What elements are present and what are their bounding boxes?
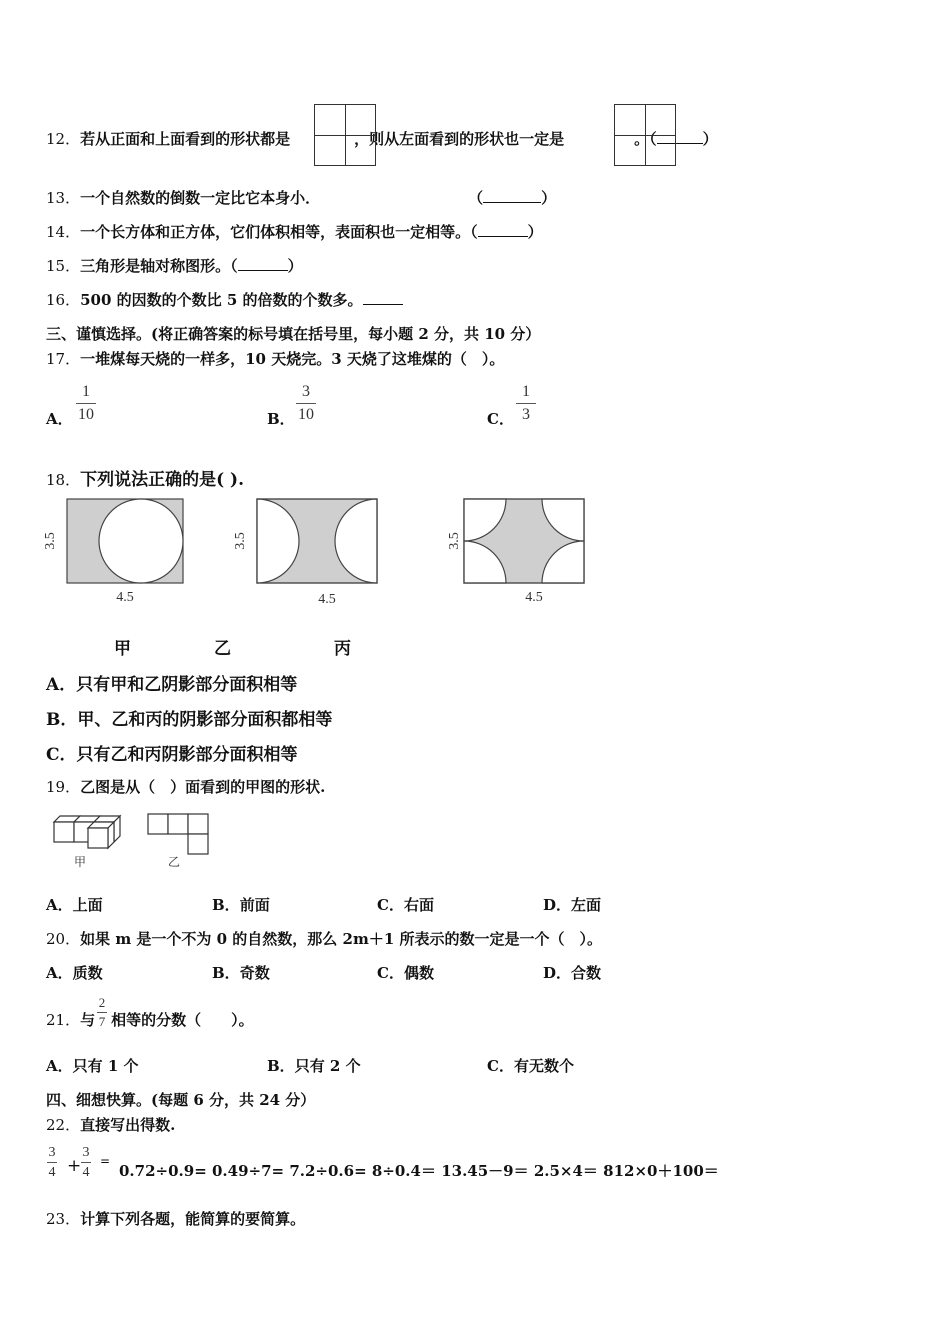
question-16: 16．500 的因数的个数比 5 的倍数的个数多。 [46,289,403,310]
figure-jia [43,499,183,605]
option-d[interactable]: D．合数 [543,964,602,982]
bottom-label: 4.5 [116,590,134,605]
cube-figures [46,808,226,878]
figure-jia-cubes [54,816,120,848]
option-c[interactable]: C．右面 [377,896,434,914]
side-label: 3.5 [43,532,58,550]
option-b[interactable]: B． [267,410,295,428]
section-3-title: 三、谨慎选择。(将正确答案的标号填在括号里，每小题 2 分，共 10 分） [46,325,541,343]
fraction: 3 10 [298,383,314,423]
answer-blank[interactable] [238,270,288,271]
figure-name-jia: 甲 [114,639,131,659]
question-text: ，则从左面看到的形状也一定是 [354,130,565,148]
shaded-area-figures [40,495,640,615]
figure-name-yi: 乙 [214,639,231,659]
question-23: 23．计算下列各题，能简算的要简算。 [46,1210,306,1228]
fraction: 2 7 [98,995,106,1029]
question-20: 20．如果 m 是一个不为 0 的自然数，那么 2m＋1 所表示的数一定是一个（ ）。 [46,930,602,948]
option-a[interactable]: A． [46,410,73,428]
fraction: 3 4 [82,1145,90,1180]
answer-blank[interactable] [363,304,403,305]
figure-name-jia: 甲 [73,855,87,869]
question-13: 13．一个自然数的倒数一定比它本身小． （ ） [46,189,557,207]
option-b[interactable]: B．只有 2 个 [267,1057,361,1075]
option-c[interactable]: C． [487,410,514,428]
option-b[interactable]: B．奇数 [212,964,270,982]
side-label: 3.5 [447,532,462,550]
question-19: 19．乙图是从（ ）面看到的甲图的形状. [46,778,326,796]
bottom-label: 4.5 [525,590,543,605]
question-22: 22．直接写出得数. [46,1116,176,1134]
question-12: 12．若从正面和上面看到的形状都是 ，则从左面看到的形状也一定是 。（ ） [46,130,718,148]
option-b[interactable]: B．前面 [212,896,270,914]
question-17: 17．一堆煤每天烧的一样多，10 天烧完。3 天烧了这堆煤的（ ）。 [46,350,505,368]
fraction: 3 4 [48,1145,56,1180]
question-15: 15．三角形是轴对称图形。（ ） [46,257,303,275]
square-grid-figure [614,104,676,166]
answer-blank[interactable] [478,236,528,237]
figure-yi-view [148,814,208,854]
plus-sign: + [67,1156,82,1176]
option-b[interactable]: B．甲、乙和丙的阴影部分面积都相等 [46,710,333,730]
figure-name-yi: 乙 [167,855,181,869]
option-c[interactable]: C．只有乙和丙阴影部分面积相等 [46,745,298,765]
option-a[interactable]: A．上面 [46,896,103,914]
side-label: 3.5 [233,532,248,550]
option-c[interactable]: C．偶数 [377,964,434,982]
option-a[interactable]: A．只有甲和乙阴影部分面积相等 [46,675,298,695]
question-21: 21．与 相等的分数（ ）。 [46,1011,254,1029]
figure-yi [233,499,377,607]
equals-sign: = [100,1154,111,1168]
fraction: 1 10 [78,383,94,423]
question-text: 若从正面和上面看到的形状都是 [80,130,291,148]
answer-blank[interactable] [483,202,541,203]
figure-name-bing: 丙 [334,639,351,659]
mental-math-expressions: 0.72÷0.9= 0.49÷7= 7.2÷0.6= 8÷0.4＝ 13.45－9＝ 2.5×4＝ 812×0＋100＝ [119,1162,719,1180]
fraction: 1 3 [516,383,536,424]
square-grid-figure [314,104,376,166]
option-d[interactable]: D．左面 [543,896,602,914]
option-c[interactable]: C．有无数个 [487,1057,574,1075]
figure-bing [447,499,584,605]
option-a[interactable]: A．质数 [46,964,103,982]
bottom-label: 4.5 [318,592,336,607]
section-4-title: 四、细想快算。(每题 6 分，共 24 分） [46,1091,316,1109]
option-a[interactable]: A．只有 1 个 [46,1057,139,1075]
question-14: 14．一个长方体和正方体，它们体积相等，表面积也一定相等。（ ） [46,223,543,241]
question-18: 18．下列说法正确的是( ). [46,470,245,490]
question-number: 12． [46,130,81,148]
